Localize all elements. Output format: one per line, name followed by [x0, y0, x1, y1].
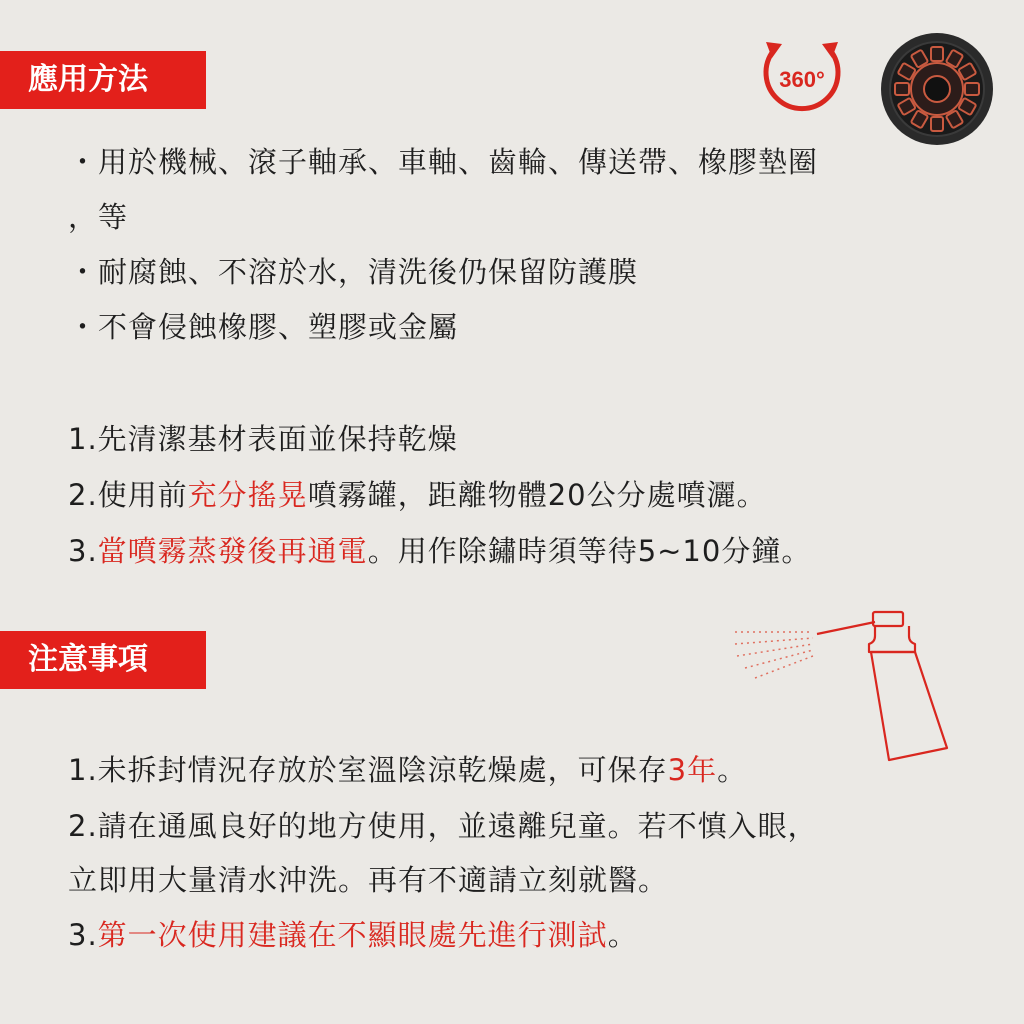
- usage-step-2: [68, 473, 767, 514]
- notes-item-3: [68, 913, 638, 954]
- notes-item-1-part-b: 。: [717, 753, 748, 787]
- notes-item-1-highlight: 3年: [667, 753, 718, 787]
- notes-item-1: [68, 748, 747, 789]
- usage-bullet-1-continued: ，等: [68, 200, 129, 234]
- notes-section-title: 注意事項: [0, 631, 206, 689]
- rotate-360-icon: [752, 30, 852, 122]
- usage-step-3-part-a: 3.: [68, 534, 98, 568]
- usage-step-2-part-b: 噴霧罐，距離物體20公分處噴灑。: [307, 478, 767, 512]
- notes-item-2-line-2: 立即用大量清水沖洗。再有不適請立刻就醫。: [68, 863, 669, 897]
- usage-step-1: 1.先清潔基材表面並保持乾燥: [68, 422, 458, 456]
- notes-item-3-highlight: 第一次使用建議在不顯眼處先進行測試: [97, 918, 608, 952]
- usage-bullet-3: ・不會侵蝕橡膠、塑膠或金屬: [68, 310, 459, 344]
- gear-icon: [878, 30, 996, 148]
- notes-item-3-part-b: 。: [607, 918, 638, 952]
- usage-step-3-highlight: 當噴霧蒸發後再通電: [97, 534, 368, 568]
- spray-can-icon: [725, 608, 960, 773]
- usage-step-2-highlight: 充分搖晃: [187, 478, 308, 512]
- notes-item-2-line-1: 2.請在通風良好的地方使用，並遠離兒童。若不慎入眼，: [68, 809, 818, 843]
- usage-section-title: 應用方法: [0, 51, 206, 109]
- usage-bullet-2: ・耐腐蝕、不溶於水，清洗後仍保留防護膜: [68, 255, 639, 289]
- usage-step-3: [68, 529, 811, 570]
- notes-item-1-part-a: 1.未拆封情況存放於室溫陰涼乾燥處，可保存: [68, 753, 668, 787]
- usage-step-3-part-b: 。用作除鏽時須等待5~10分鐘。: [367, 534, 812, 568]
- usage-bullet-1: ・用於機械、滾子軸承、車軸、齒輪、傳送帶、橡膠墊圈: [68, 145, 819, 179]
- notes-item-3-part-a: 3.: [68, 918, 98, 952]
- rotate-360-label: 360°: [779, 67, 825, 92]
- usage-step-2-part-a: 2.使用前: [68, 478, 188, 512]
